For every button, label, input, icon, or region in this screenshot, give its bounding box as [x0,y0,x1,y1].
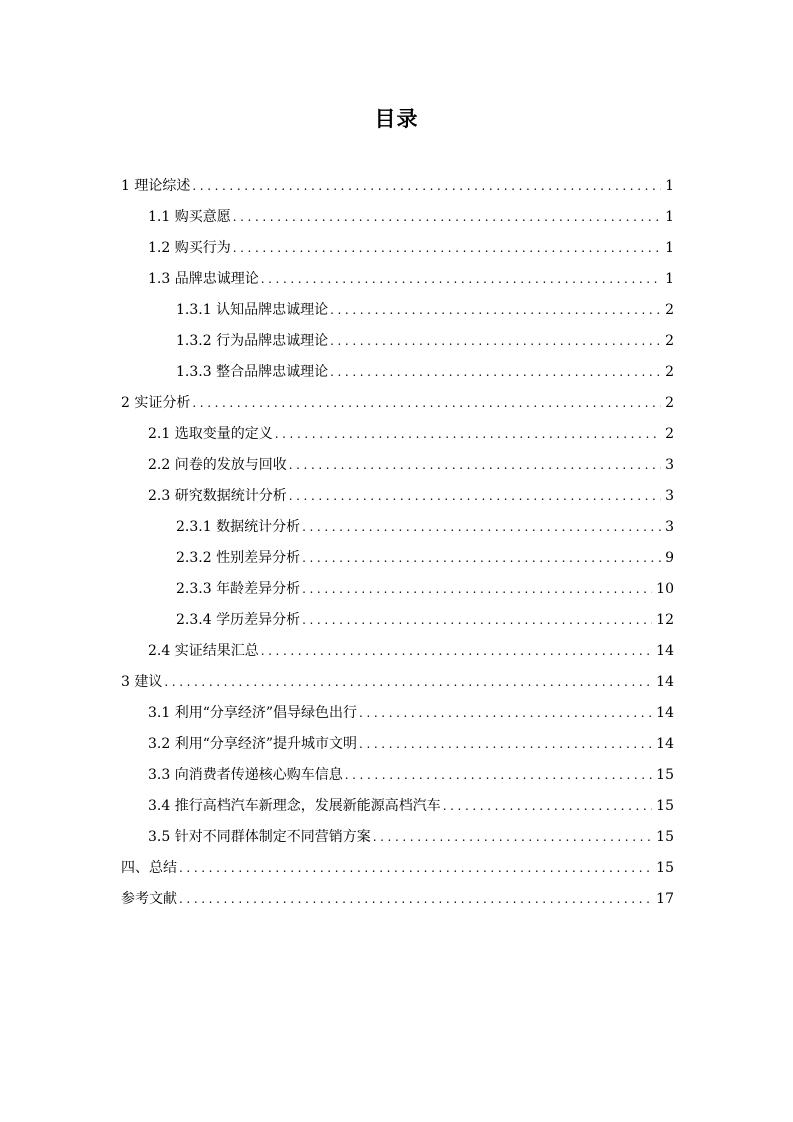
dot-leader [164,667,652,698]
toc-page-number: 2 [665,364,674,380]
dot-leader [261,636,652,667]
dot-leader [233,233,661,264]
dot-leader [302,512,661,543]
dot-leader [359,729,652,760]
toc-entry-label: 四、总结 [121,860,177,876]
dot-leader [233,202,661,233]
toc-entry[interactable] [148,419,674,450]
toc-entry-label: 参考文献 [121,891,177,907]
toc-entry-label: 2.3 研究数据统计分析 [148,488,287,504]
toc-entry[interactable] [121,667,674,698]
toc-page-number: 12 [656,612,674,628]
toc-entry[interactable] [148,636,674,667]
toc-entry[interactable] [176,295,674,326]
dot-leader [302,543,661,574]
toc-entry[interactable] [148,202,674,233]
toc-entry[interactable] [176,357,674,388]
toc-entry[interactable] [176,574,674,605]
toc-entry[interactable] [148,791,674,822]
toc-page-number: 14 [656,705,674,721]
toc-entry-label: 1.3 品牌忠诚理论 [148,271,259,287]
toc-entry[interactable] [121,884,674,915]
toc-entry-label: 1.2 购买行为 [148,240,231,256]
dot-leader [192,171,661,202]
toc-page-number: 10 [656,581,674,597]
toc-entry-label: 2.2 问卷的发放与回收 [148,457,287,473]
dot-leader [302,574,652,605]
toc-page-number: 14 [656,736,674,752]
toc-entry-label: 3 建议 [121,674,163,690]
toc-entry-label: 1.3.2 行为品牌忠诚理论 [176,333,329,349]
dot-leader [275,419,661,450]
toc-entry-label: 2.3.2 性别差异分析 [176,550,301,566]
toc-page-number: 1 [665,209,674,225]
toc-page-number: 2 [665,426,674,442]
toc-entry-label: 2 实证分析 [121,395,191,411]
toc-page-number: 3 [665,488,674,504]
toc-page-number: 2 [665,395,674,411]
toc-entry-label: 3.4 推行高档汽车新理念，发展新能源高档汽车 [148,798,441,814]
dot-leader [330,357,661,388]
toc-page-number: 15 [656,860,674,876]
toc-entry[interactable] [176,605,674,636]
toc-page-number: 2 [665,302,674,318]
dot-leader [345,760,652,791]
toc-entry[interactable] [148,698,674,729]
toc-page-number: 1 [665,271,674,287]
toc-page-number: 15 [656,798,674,814]
toc-entry-label: 1.1 购买意愿 [148,209,231,225]
toc-entry-label: 2.1 选取变量的定义 [148,426,273,442]
toc-entry[interactable] [148,822,674,853]
toc-entry-label: 2.3.3 年龄差异分析 [176,581,301,597]
dot-leader [330,326,661,357]
toc-entry[interactable] [148,264,674,295]
toc-entry-label: 1 理论综述 [121,178,191,194]
toc-page-number: 15 [656,767,674,783]
toc-entry-label: 3.5 针对不同群体制定不同营销方案 [148,829,371,845]
toc-entry[interactable] [148,481,674,512]
toc-entry[interactable] [176,543,674,574]
toc-entry[interactable] [121,853,674,884]
toc-entry[interactable] [121,171,674,202]
toc-page-number: 1 [665,240,674,256]
toc-entry[interactable] [148,450,674,481]
toc-entry[interactable] [176,512,674,543]
dot-leader [192,388,661,419]
toc-entry[interactable] [121,388,674,419]
toc-page-number: 14 [656,674,674,690]
toc-entry-label: 3.3 向消费者传递核心购车信息 [148,767,343,783]
table-of-contents [0,171,793,915]
toc-entry[interactable] [148,233,674,264]
toc-entry[interactable] [176,326,674,357]
toc-entry-label: 2.3.1 数据统计分析 [176,519,301,535]
toc-page-number: 1 [665,178,674,194]
toc-entry[interactable] [148,729,674,760]
toc-page-number: 15 [656,829,674,845]
toc-page-number: 3 [665,519,674,535]
toc-entry-label: 1.3.3 整合品牌忠诚理论 [176,364,329,380]
dot-leader [443,791,652,822]
dot-leader [179,884,652,915]
toc-entry-label: 2.3.4 学历差异分析 [176,612,301,628]
dot-leader [289,450,661,481]
toc-page-number: 9 [665,550,674,566]
dot-leader [302,605,652,636]
dot-leader [359,698,652,729]
dot-leader [179,853,652,884]
toc-entry-label: 1.3.1 认知品牌忠诚理论 [176,302,329,318]
toc-entry-label: 3.2 利用“分享经济”提升城市文明 [148,736,358,752]
dot-leader [261,264,661,295]
toc-entry-label: 2.4 实证结果汇总 [148,643,259,659]
dot-leader [330,295,661,326]
toc-page-number: 3 [665,457,674,473]
toc-page-number: 17 [656,891,674,907]
page-title: 目录 [374,107,419,131]
toc-entry[interactable] [148,760,674,791]
toc-entry-label: 3.1 利用“分享经济”倡导绿色出行 [148,705,358,721]
toc-page-number: 14 [656,643,674,659]
toc-page-number: 2 [665,333,674,349]
dot-leader [289,481,661,512]
dot-leader [373,822,652,853]
